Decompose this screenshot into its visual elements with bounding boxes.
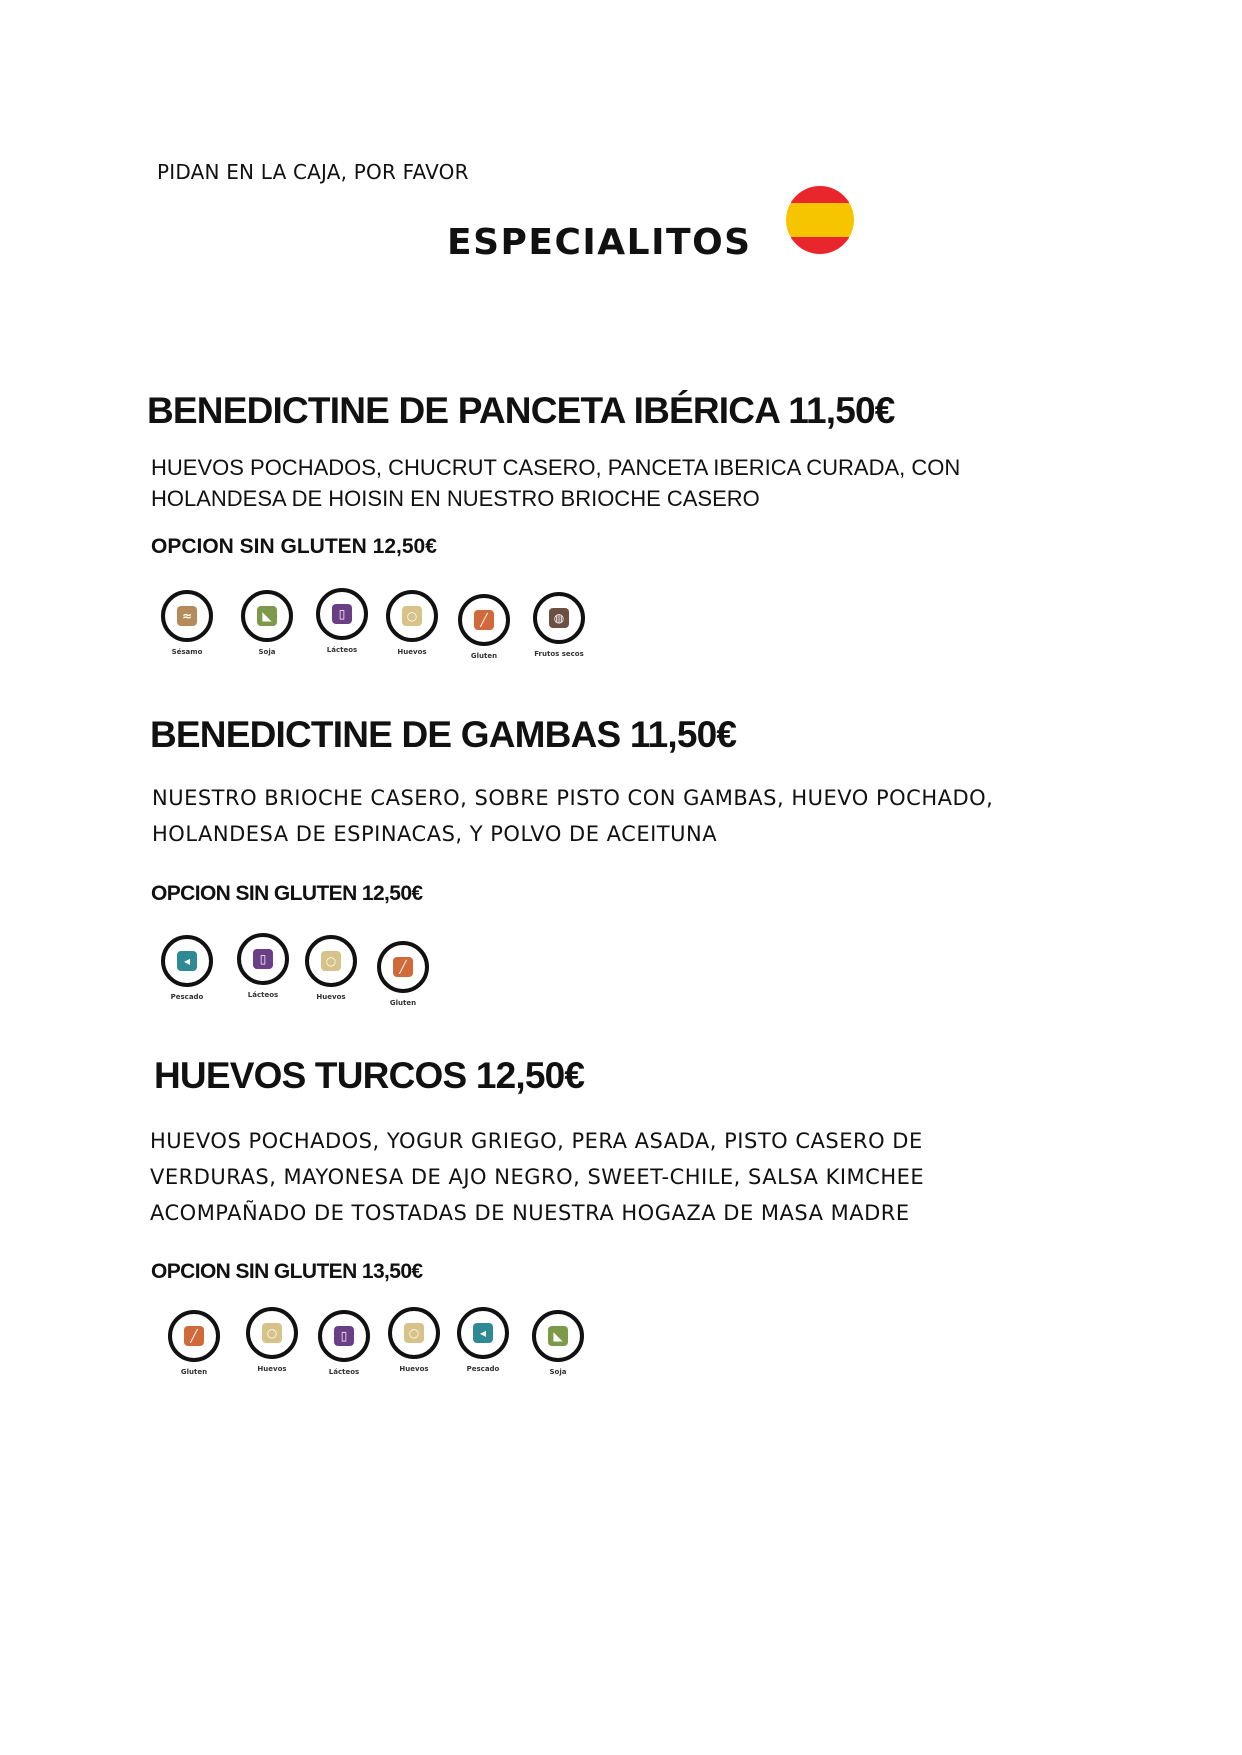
dairy-icon: ▯ Lácteos (310, 588, 374, 654)
dish-description: HUEVOS POCHADOS, CHUCRUT CASERO, PANCETA IBERICA CURADA, CON HOLANDESA DE HOISIN EN NUESTRO BRIOCHE CASERO (151, 455, 961, 511)
dish-description: HUEVOS POCHADOS, YOGUR GRIEGO, PERA ASADA, PISTO CASERO DE VERDURAS, MAYONESA DE AJO NEGRO, SWEET-CHILE, SALSA KIMCHEE ACOMPAÑADO DE TOSTADAS DE NUESTRA HOGAZA DE MASA MADRE (150, 1129, 925, 1225)
dish-title: HUEVOS TURCOS 12,50€ (154, 1055, 585, 1096)
dairy-icon: ▯ Lácteos (231, 933, 295, 999)
gluten-free-option: OPCION SIN GLUTEN 12,50€ (151, 882, 423, 905)
spain-flag-icon (786, 186, 854, 254)
soy-icon: ◣ Soja (526, 1310, 590, 1376)
sesame-icon: ≈ Sésamo (155, 590, 219, 656)
gluten-free-option: OPCION SIN GLUTEN 13,50€ (151, 1260, 423, 1283)
page-title: ESPECIALITOS (447, 222, 752, 263)
gluten-icon: ╱ Gluten (452, 594, 516, 660)
gluten-icon: ╱ Gluten (371, 941, 435, 1007)
dairy-icon: ▯ Lácteos (312, 1310, 376, 1376)
nuts-icon: ◍ Frutos secos (527, 592, 591, 658)
egg-icon: ○ Huevos (380, 590, 444, 656)
gluten-free-option: OPCION SIN GLUTEN 12,50€ (151, 535, 437, 558)
dish-title: BENEDICTINE DE GAMBAS 11,50€ (150, 714, 737, 755)
dish-title: BENEDICTINE DE PANCETA IBÉRICA 11,50€ (147, 390, 895, 431)
order-notice: PIDAN EN LA CAJA, POR FAVOR (157, 160, 469, 184)
fish-icon: ◂ Pescado (451, 1307, 515, 1373)
dish-description: NUESTRO BRIOCHE CASERO, SOBRE PISTO CON GAMBAS, HUEVO POCHADO, HOLANDESA DE ESPINACAS, Y POLVO DE ACEITUNA (152, 786, 994, 846)
egg-icon: ○ Huevos (240, 1307, 304, 1373)
egg-icon: ○ Huevos (382, 1307, 446, 1373)
fish-icon: ◂ Pescado (155, 935, 219, 1001)
soy-icon: ◣ Soja (235, 590, 299, 656)
gluten-icon: ╱ Gluten (162, 1310, 226, 1376)
egg-icon: ○ Huevos (299, 935, 363, 1001)
